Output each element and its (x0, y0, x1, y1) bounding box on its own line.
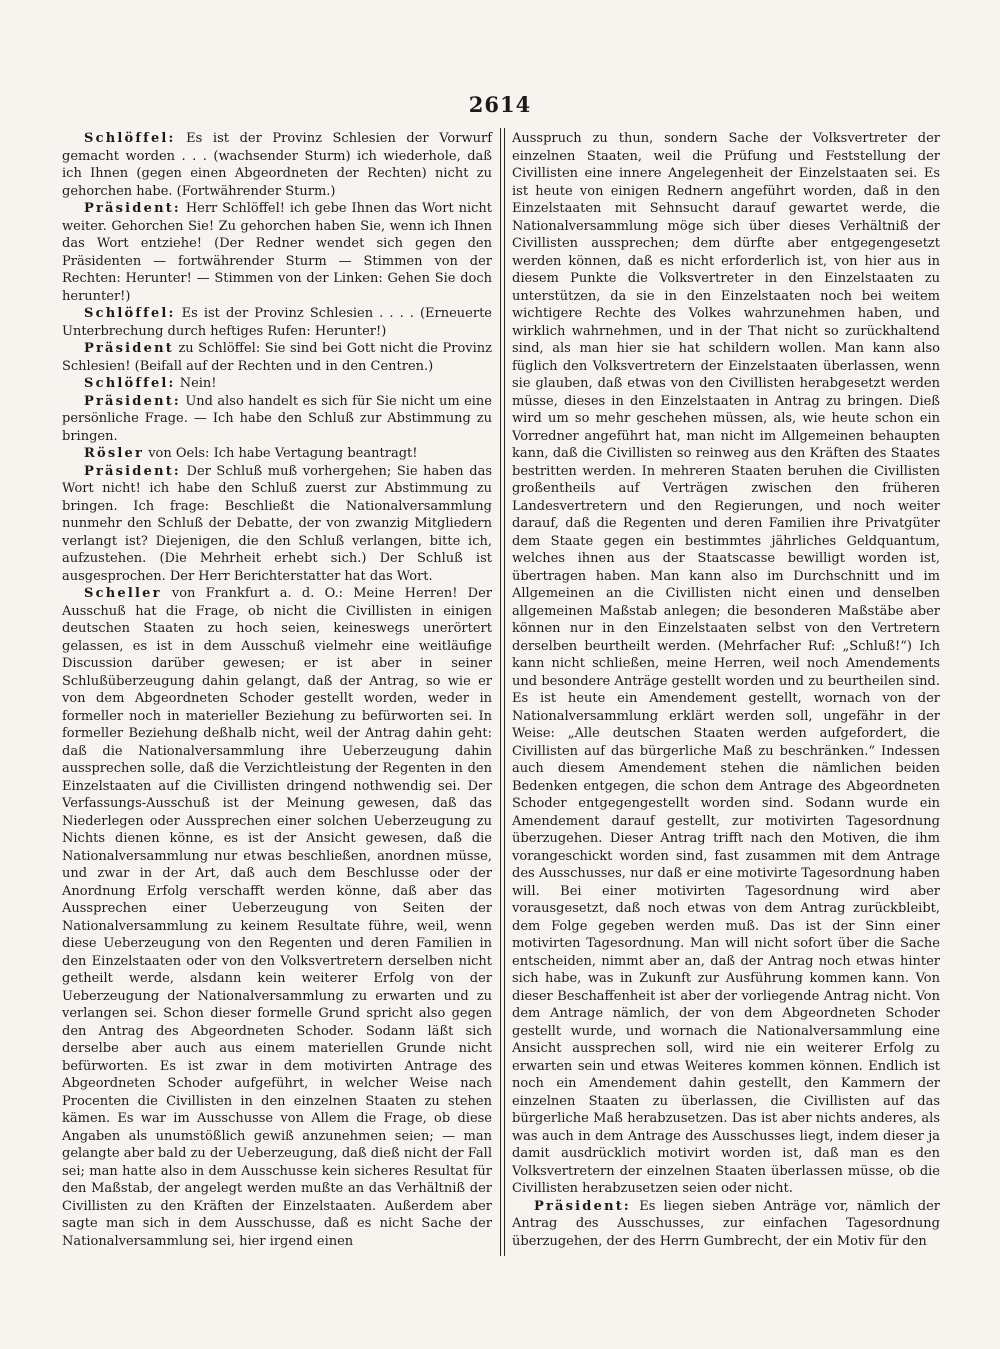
paragraph (62, 393, 492, 446)
paragraph (62, 130, 492, 200)
paragraph (62, 340, 492, 375)
speaker-name: Präsident (84, 341, 174, 356)
speaker-name: Schlöffel: (84, 131, 176, 146)
column-divider (500, 128, 505, 1256)
paragraph-text: Es ist der Provinz Schlesien der Vorwurf gemacht worden . . . (wachsender Sturm) ich wiederhole, daß ich Ihnen (gegen einen Abgeordneten der Rechten) nicht zu gehorchen habe. (Fortwährender Sturm.) (62, 131, 493, 199)
speaker-name: Präsident: (84, 201, 181, 216)
paragraph (62, 445, 492, 463)
page-number: 2614 (468, 92, 532, 117)
paragraph (62, 463, 492, 586)
speaker-name: Präsident: (534, 1198, 631, 1214)
paragraph (512, 130, 940, 1198)
paragraph (512, 1198, 940, 1251)
speaker-name: Präsident: (84, 393, 181, 409)
paragraph (62, 375, 492, 393)
paragraph-text: Nein! (179, 376, 217, 391)
paragraph-text: Es ist der Provinz Schlesien . . . . (Erneuerte Unterbrechung durch heftiges Rufen: Herunter!) (62, 306, 492, 339)
paragraph-text: Der Schluß muß vorhergehen; Sie haben das Wort nicht! ich habe den Schluß zuerst zur Abstimmung zu bringen. Ich frage: Beschließt die Nationalversammlung nunmehr den Schluß der Debatte, der von zwanzig Mitgliedern verlangt ist? Diejenigen, die den Schluß verlangen, bitte ich, aufzustehen. (Die Mehrheit erhebt sich.) Der Schluß ist ausgesprochen. Der Herr Berichterstatter hat das Wort. (62, 463, 492, 584)
speaker-name: Präsident: (84, 463, 181, 479)
right-column (512, 130, 940, 1250)
speaker-name: Scheller (84, 586, 162, 601)
paragraph-text: Herr Schlöffel! ich gebe Ihnen das Wort nicht weiter. Gehorchen Sie! Zu gehorchen haben Sie, wenn ich Ihnen das Wort entziehe! (Der Redner wendet sich gegen den Präsidenten — fortwährender Sturm — Stimmen von der Rechten: Herunter! — Stimmen von der Linken: Gehen Sie doch herunter!) (62, 201, 492, 304)
left-column (62, 130, 492, 1250)
paragraph (62, 305, 492, 340)
speaker-name: Rösler (84, 446, 145, 461)
paragraph-text: zu Schlöffel: Sie sind bei Gott nicht die Provinz Schlesien! (Beifall auf der Rechten und in den Centren.) (62, 341, 492, 374)
paragraph-text: Ausspruch zu thun, sondern Sache der Volksvertreter der einzelnen Staaten, weil die Prüfung und Feststellung der Civillisten eine innere Angelegenheit der Einzelstaaten sei. Es ist heute von einigen Rednern angeführt worden, daß in den Einzelstaaten mit Sehnsucht darauf gewartet werde, die Nationalversammlung möge sich über dieses Verhältniß der Civillisten aussprechen; dem dürfte aber entgegengesetzt werden können, daß es nicht erforderlich ist, von hier aus in diesem Punkte die Volksvertreter in den Einzelstaaten zu unterstützen, da sie in den Einzelstaaten noch bei weitem wichtigere Rechte des Volkes wahrzunehmen haben, und wirklich wahrnehmen, und in der That nicht so zurückhaltend sind, als man hier sie hat schildern wollen. Man kann also füglich den Volksvertretern der Einzelstaaten überlassen, wenn sie glauben, daß etwas von den Civillisten herabgesetzt werden müsse, dieses in den Einzelstaaten in Antrag zu bringen. Dieß wird um so mehr geschehen müssen, als, wie heute schon ein Vorredner angeführt hat, man nicht im Allgemeinen behaupten kann, daß die Civillisten so reinweg aus den Kräften des Staates bestritten werden. In mehreren Staaten beruhen die Civillisten großentheils auf Verträgen zwischen den früheren Landesvertretern und den Regierungen, und noch weiter darauf, daß die Regenten und deren Familien ihre Privatgüter dem Staate gegen ein bestimmtes jährliches Geldquantum, welches ihnen aus der Staatscasse bewilligt worden ist, übertragen haben. Man kann also im Durchschnitt und im Allgemeinen an die Civillisten nicht einen und denselben allgemeinen Maßstab anlegen; die besonderen Maßstäbe aber können nur in den Einzelstaaten selbst von den Vertretern derselben beurtheilt werden. (Mehrfacher Ruf: „Schluß!“) Ich kann nicht schließen, meine Herren, weil noch Amendements und besondere Anträge gestellt worden und zu beurtheilen sind. Es ist heute ein Amendement gestellt, wornach von der Nationalversammlung erklärt werden soll, ungefähr in der Weise: „Alle deutschen Staaten werden aufgefordert, die Civillisten auf das bürgerliche Maß zu beschränken.“ Indessen auch diesem Amendement stehen die nämlichen beiden Bedenken entgegen, die schon dem Antrage des Abgeordneten Schoder entgegengestellt worden sind. Sodann wurde ein Amendement darauf gestellt, zur motivirten Tagesordnung überzugehen. Dieser Antrag trifft nach den Motiven, die ihm vorangeschickt worden sind, fast zusammen mit dem Antrage des Ausschusses, nur daß er eine motivirte Tagesordnung haben will. Bei einer motivirten Tagesordnung wird aber vorausgesetzt, daß noch etwas von dem Antrag zurückbleibt, dem Folge gegeben werden muß. Das ist der Sinn einer motivirten Tagesordnung. Man will nicht sofort über die Sache entscheiden, nimmt aber an, daß der Antrag noch etwas hinter sich habe, was in Zukunft zur Ausführung kommen kann. Von dieser Beschaffenheit ist aber der vorliegende Antrag nicht. Von dem Antrage nämlich, der von dem Abgeordneten Schoder gestellt wurde, und wornach die Nationalversammlung eine Ansicht aussprechen soll, wird nie ein weiterer Erfolg zu erwarten sein und etwas Weiteres kommen können. Endlich ist noch ein Amendement dahin gestellt, den Kammern der einzelnen Staaten zu überlassen, die Civillisten auf das bürgerliche Maß herabzusetzen. Das ist aber nichts anderes, als was auch in dem Antrage des Ausschusses liegt, indem dieser ja damit ausdrücklich motivirt worden ist, daß man es den Volksvertretern der einzelnen Staaten überlassen müsse, ob die Civillisten herabzusetzen seien oder nicht. (512, 131, 940, 1196)
paragraph-text: Und also handelt es sich für Sie nicht um eine persönliche Frage. — Ich habe den Schluß zur Abstimmung zu bringen. (62, 393, 492, 444)
speaker-name: Schlöffel: (84, 376, 176, 391)
paragraph-text: von Oels: Ich habe Vertagung beantragt! (148, 446, 418, 461)
paragraph (62, 200, 492, 305)
paragraph-text: Es liegen sieben Anträge vor, nämlich der Antrag des Ausschusses, zur einfachen Tagesordnung überzugehen, der des Herrn Gumbrecht, der ein Motiv für den (512, 1198, 940, 1249)
paragraph-text: von Frankfurt a. d. O.: Meine Herren! Der Ausschuß hat die Frage, ob nicht die Civillisten in einigen deutschen Staaten zu hoch seien, keineswegs unerörtert gelassen, es ist in dem Ausschuß vielmehr eine weitläufige Discussion darüber gewesen; er ist aber in seiner Schlußüberzeugung dahin gelangt, daß der Antrag, so wie er von dem Abgeordneten Schoder gestellt worden, weder in formeller noch in materieller Beziehung zu befürworten sei. In formeller Beziehung deßhalb nicht, weil der Antrag dahin geht: daß die Nationalversammlung ihre Ueberzeugung dahin aussprechen solle, daß die Verzichtleistung der Regenten in den Einzelstaaten auf die Civillisten dringend nothwendig sei. Der Verfassungs-Ausschuß ist der Meinung gewesen, daß das Niederlegen oder Aussprechen einer solchen Ueberzeugung zu Nichts dienen könne, es ist der Ansicht gewesen, daß die Nationalversammlung nur etwas beschließen, anordnen müsse, und zwar in der Art, daß auch dem Beschlusse oder der Anordnung Erfolg verschafft werden könne, daß aber das Aussprechen einer Ueberzeugung von Seiten der Nationalversammlung zu keinem Resultate führe, weil, wenn diese Ueberzeugung von den Regenten und deren Familien in den Einzelstaaten oder von den Volksvertretern derselben nicht getheilt werde, alsdann kein weiterer Erfolg von der Ueberzeugung der Nationalversammlung zu erwarten und zu verlangen sei. Schon dieser formelle Grund spricht also gegen den Antrag des Abgeordneten Schoder. Sodann läßt sich derselbe aber auch aus einem materiellen Grunde nicht befürworten. Es ist zwar in dem motivirten Antrage des Abgeordneten Schoder aufgeführt, in welcher Weise nach Procenten die Civillisten in den einzelnen Staaten zu stehen kämen. Es war im Ausschusse von Allem die Frage, ob diese Angaben als unumstößlich gewiß anzunehmen seien; — man gelangte aber bald zu der Ueberzeugung, daß dieß nicht der Fall sei; man hatte also in dem Ausschusse kein sicheres Resultat für den Maßstab, der angelegt werden mußte an das Verhältniß der Civillisten zu den Kräften der Einzelstaaten. Außerdem aber sagte man sich in dem Ausschusse, daß es nicht Sache der Nationalversammlung sei, hier irgend einen (62, 586, 492, 1249)
speaker-name: Schlöffel: (84, 306, 176, 321)
paragraph (62, 585, 492, 1250)
